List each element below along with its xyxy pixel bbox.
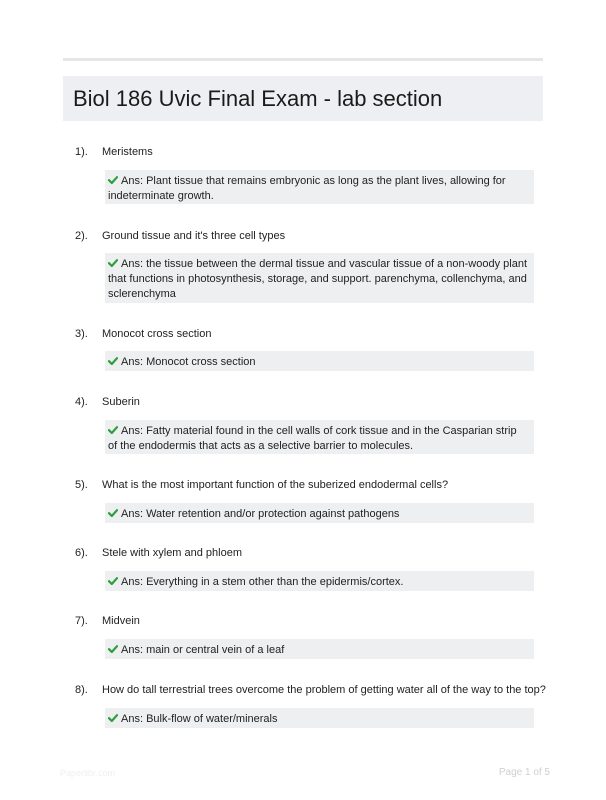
question-number: 8). [75, 684, 88, 696]
question-text: Suberin [102, 396, 140, 408]
footer-watermark: Paperlibr.com [60, 768, 116, 778]
question-number: 5). [75, 479, 88, 491]
answer-text: Ans: Water retention and/or protection against pathogens [121, 508, 400, 520]
check-icon [108, 356, 118, 366]
check-icon [108, 425, 118, 435]
answer-box [105, 639, 534, 659]
question-number: 2). [75, 230, 88, 242]
answer-text: Ans: Bulk-flow of water/minerals [121, 713, 278, 725]
question-number: 3). [75, 328, 88, 340]
question-text: Meristems [102, 146, 153, 158]
page-indicator: Page 1 of 5 [498, 767, 550, 778]
page-title: Biol 186 Uvic Final Exam - lab section [73, 86, 443, 111]
question-text: Stele with xylem and phloem [102, 547, 243, 559]
question-text: Monocot cross section [102, 328, 212, 340]
answer-text: Ans: Plant tissue that remains embryonic as long as the plant lives, allowing for indeterminate growth. [108, 175, 506, 202]
check-icon [108, 713, 118, 723]
answer-text: Ans: Monocot cross section [121, 356, 256, 368]
answer-box [105, 420, 534, 454]
question-number: 6). [75, 547, 88, 559]
check-icon [108, 508, 118, 518]
question-text: What is the most important function of the suberized endodermal cells? [102, 479, 449, 491]
check-icon [108, 258, 118, 268]
answer-box [105, 170, 534, 204]
answer-text: Ans: Fatty material found in the cell walls of cork tissue and in the Casparian strip of the endodermis that acts as a selective barrier to molecules. [108, 425, 517, 452]
question-text: How do tall terrestrial trees overcome the problem of getting water all of the way to the top? [102, 684, 546, 696]
question-number: 4). [75, 396, 88, 408]
question-text: Ground tissue and it's three cell types [102, 230, 286, 242]
answer-box [105, 503, 534, 523]
title-banner [63, 76, 543, 121]
answer-box [105, 708, 534, 728]
answer-box [105, 253, 534, 303]
answer-box [105, 351, 534, 371]
question-number: 7). [75, 615, 88, 627]
check-icon [108, 175, 118, 185]
answer-text: Ans: the tissue between the dermal tissue and vascular tissue of a non-woody plant that functions in photosynthesis, storage, and support. parenchyma, collenchyma, and sclerenchyma [108, 258, 528, 300]
top-divider [63, 58, 543, 61]
check-icon [108, 644, 118, 654]
answer-text: Ans: main or central vein of a leaf [121, 644, 285, 656]
answer-box [105, 571, 534, 591]
question-number: 1). [75, 146, 88, 158]
question-text: Midvein [102, 615, 140, 627]
answer-text: Ans: Everything in a stem other than the epidermis/cortex. [121, 576, 404, 588]
check-icon [108, 576, 118, 586]
